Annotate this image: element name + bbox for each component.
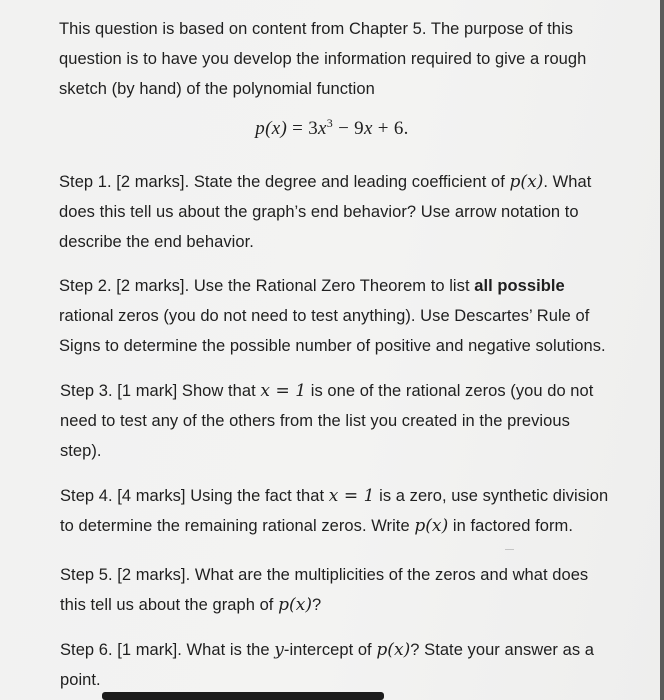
step-3-math-x: x = 1 <box>260 381 307 401</box>
equation-mid: − 9 <box>333 118 364 139</box>
step-1-line-1: Step 1. [2 marks]. State the degree and leading coefficient of p(x). What <box>59 172 592 192</box>
step-4-math-p: p(x) <box>414 516 449 536</box>
step-4-line-1: Step 4. [4 marks] Using the fact that x = 1 is a zero, use synthetic division <box>60 486 609 506</box>
step-2-line-3: Signs to determine the possible number of positive and negative solutions. <box>59 337 606 355</box>
scan-speck <box>505 549 514 550</box>
step-2-line-1: Step 2. [2 marks]. Use the Rational Zero Theorem to list all possible <box>59 277 565 295</box>
step-5-line-2: this tell us about the graph of p(x)? <box>60 595 322 615</box>
step-3-line-2: need to test any of the others from the list you created in the previous <box>60 412 570 430</box>
intro-paragraph <box>59 14 639 104</box>
step-1-math-p: p(x) <box>509 172 544 192</box>
step-6-line-2: point. <box>60 671 101 689</box>
step-5-math-p: p(x) <box>278 595 313 615</box>
step-3-line-1: Step 3. [1 mark] Show that x = 1 is one of the rational zeros (you do not <box>60 381 594 401</box>
equation-tail: + 6. <box>372 118 409 139</box>
step-5-line-1: Step 5. [2 marks]. What are the multiplicities of the zeros and what does <box>60 566 589 584</box>
bottom-bar <box>102 692 384 700</box>
step-1-line-3: describe the end behavior. <box>59 233 254 251</box>
step-2 <box>59 271 639 361</box>
step-4-line-2: to determine the remaining rational zeros. Write p(x) in factored form. <box>60 516 573 536</box>
step-6-math-p: p(x) <box>376 640 411 660</box>
intro-line-3: sketch (by hand) of the polynomial function <box>59 80 375 98</box>
step-3 <box>60 376 640 466</box>
step-4 <box>60 481 640 541</box>
step-6-line-1: Step 6. [1 mark]. What is the y-intercept of p(x)? State your answer as a <box>60 640 594 660</box>
equation-lhs: p(x) <box>255 118 288 139</box>
step-1-line-2: does this tell us about the graph’s end behavior? Use arrow notation to <box>59 203 579 221</box>
intro-line-1: This question is based on content from Chapter 5. The purpose of this <box>59 20 574 38</box>
step-3-line-3: step). <box>60 442 102 460</box>
equation-exponent: 3 <box>326 116 334 130</box>
page-edge-shadow <box>660 0 664 700</box>
polynomial-equation <box>0 118 664 140</box>
step-5 <box>60 560 640 620</box>
equation-eq: = 3 <box>287 118 319 139</box>
equation-x1: x <box>318 118 327 139</box>
equation-x2: x <box>363 118 373 139</box>
step-6-math-y: y <box>274 640 284 660</box>
step-6 <box>60 635 640 695</box>
step-2-bold: all possible <box>474 277 565 295</box>
intro-line-2: question is to have you develop the information required to give a rough <box>59 50 587 68</box>
step-4-math-x: x = 1 <box>328 486 375 506</box>
step-1 <box>59 167 639 257</box>
step-2-line-2: rational zeros (you do not need to test anything). Use Descartes’ Rule of <box>59 307 590 325</box>
